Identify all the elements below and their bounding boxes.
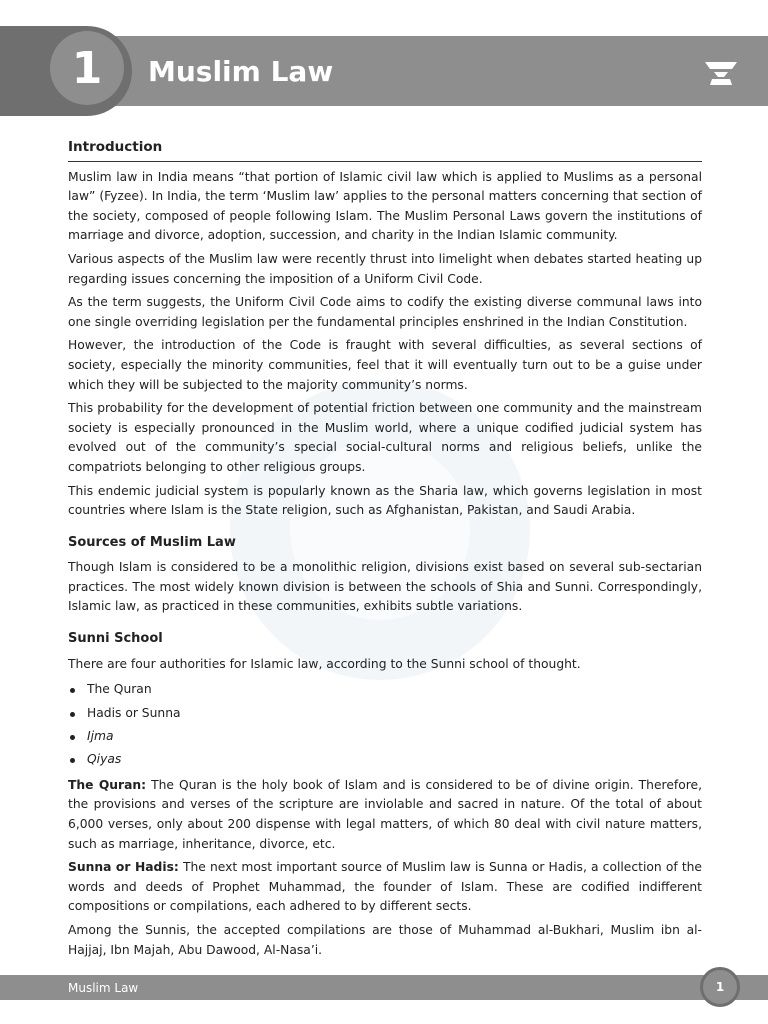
sunna-label: Sunna or Hadis:: [68, 860, 179, 875]
list-item: Hadis or Sunna: [68, 702, 702, 725]
page-content: [68, 138, 702, 964]
quran-paragraph: [68, 776, 702, 854]
section-heading-sunni-school: Sunni School: [68, 631, 163, 647]
intro-paragraph: As the term suggests, the Uniform Civil Code aims to codify the existing diverse communal laws into one single overriding legislation per the fundamental principles enshrined in the Indian Constitution.: [68, 295, 702, 329]
section-heading-introduction: Introduction: [68, 138, 702, 162]
quran-text: The Quran is the holy book of Islam and is considered to be of divine origin. Therefore, the provisions and verses of the scripture are inviolable and sacred in nature. Of the total of about 6,000 verses, only about 200 dispense with legal matters, of which 80 deal with civil nature matters, such as marriage, inheritance, divorce, etc.: [68, 777, 702, 851]
intro-paragraph: Muslim law in India means “that portion of Islamic civil law which is applied to Muslims as a personal law” (Fyzee). In India, the term ‘Muslim law’ applies to the personal matters concerning that section of the society, composed of people following Islam. The Muslim Personal Laws govern the institutions of marriage and divorce, adoption, succession, and charity in the Indian Islamic community.: [68, 169, 702, 243]
compilations-paragraph: Among the Sunnis, the accepted compilations are those of Muhammad al-Bukhari, Muslim ibn al-Hajjaj, Ibn Majah, Abu Dawood, Al-Nasa’i.: [68, 923, 702, 957]
intro-paragraph: This endemic judicial system is popularly known as the Sharia law, which governs legislation in most countries where Islam is the State religion, such as Afghanistan, Pakistan, and Saudi Arabia.: [68, 483, 702, 518]
sunna-text: The next most important source of Muslim law is Sunna or Hadis, a collection of the words and deeds of Prophet Muhammad, the founder of Islam. These are codified indifferent compositions or compilations, each adhered to by different sects.: [68, 860, 702, 914]
authorities-list: [68, 678, 702, 772]
sources-paragraph: Though Islam is considered to be a monolithic religion, divisions exist based on several sub-sectarian practices. The most widely known division is between the schools of Shia and Sunni. Correspondingly, Islamic law, as practiced in these communities, exhibits subtle variations.: [68, 560, 702, 614]
quran-label: The Quran:: [68, 777, 147, 792]
chapter-title: Muslim Law: [148, 55, 334, 88]
list-item: The Quran: [68, 678, 702, 701]
chapter-number: 1: [50, 31, 124, 105]
intro-paragraph: However, the introduction of the Code is fraught with several difficulties, as several sections of society, especially the minority communities, feel that it will eventually turn out to be a guise under which they will be subjected to the majority community’s norms.: [68, 338, 702, 392]
section-heading-sources: Sources of Muslim Law: [68, 534, 236, 550]
sunna-paragraph: [68, 858, 702, 917]
page-number: 1: [700, 967, 740, 1007]
list-item: Qiyas: [68, 748, 702, 771]
sunni-lead-paragraph: There are four authorities for Islamic law, according to the Sunni school of thought.: [68, 656, 581, 671]
list-item: Ijma: [68, 725, 702, 748]
footer-title: Muslim Law: [68, 981, 139, 995]
intro-paragraph: This probability for the development of potential friction between one community and the mainstream society is especially pronounced in the Muslim world, where a unique codified judicial system has evolved out of the community’s special social-cultural norms and religious beliefs, unlike the compatriots belonging to other religious groups.: [68, 401, 702, 474]
brand-logo-icon: [704, 60, 738, 86]
intro-paragraph: Various aspects of the Muslim law were recently thrust into limelight when debates started heating up regarding issues concerning the imposition of a Uniform Civil Code.: [68, 251, 702, 286]
